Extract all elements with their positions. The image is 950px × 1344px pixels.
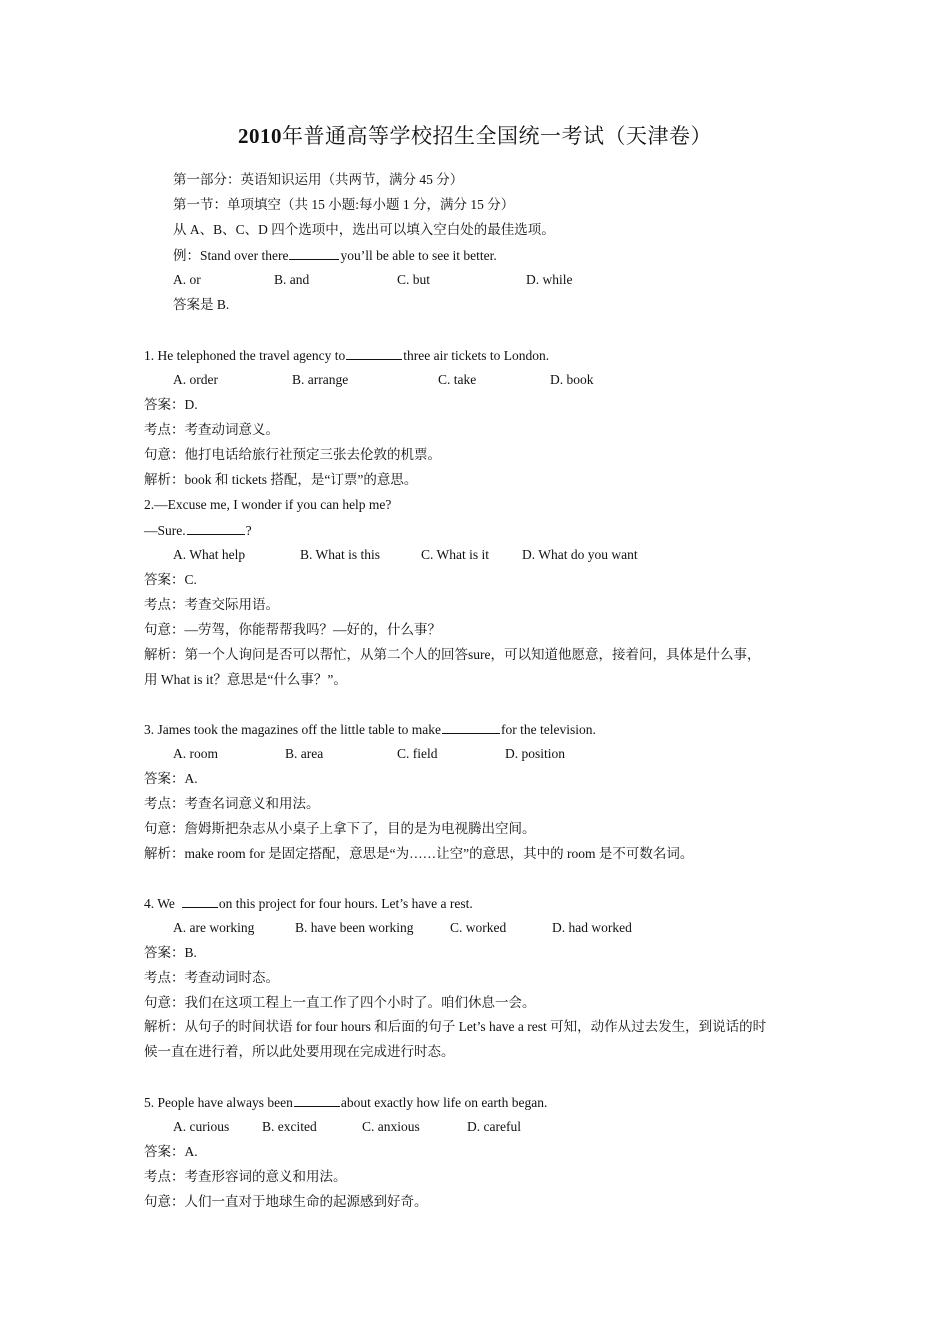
title-year: 2010 — [238, 124, 282, 148]
example-option-b: B. and — [274, 272, 310, 287]
q2-analysis-line1: 解析：第一个人询问是否可以帮忙，从第二个人的回答sure，可以知道他愿意，接着问，具体是什么事， — [144, 647, 761, 662]
q1-answer: 答案：D. — [144, 397, 198, 412]
q5-option-b: B. excited — [262, 1119, 317, 1134]
q4-stem: 4. We on this project for four hours. Let’s have a rest. — [144, 896, 473, 911]
example-option-a: A. or — [173, 272, 201, 287]
q1-stem: 1. He telephoned the travel agency to three air tickets to London. — [144, 348, 550, 363]
q1-point: 考点：考查动词意义。 — [144, 422, 279, 437]
answer-blank — [346, 347, 402, 360]
title-text: 年普通高等学校招生全国统一考试（天津卷） — [282, 124, 712, 148]
example-answer: 答案是 B. — [173, 297, 230, 312]
q5-option-a: A. curious — [173, 1119, 230, 1134]
q5-point: 考点：考查形容词的意义和用法。 — [144, 1169, 347, 1184]
q2-option-d: D. What do you want — [522, 547, 638, 562]
q4-answer: 答案：B. — [144, 945, 197, 960]
q4-meaning: 句意：我们在这项工程上一直工作了四个小时了。咱们休息一会。 — [144, 995, 536, 1010]
q1-option-a: A. order — [173, 372, 218, 387]
q2-option-a: A. What help — [173, 547, 246, 562]
q3-answer: 答案：A. — [144, 771, 198, 786]
q2-answer: 答案：C. — [144, 572, 197, 587]
q4-analysis-line1: 解析：从句子的时间状语 for four hours 和后面的句子 Let’s have a rest 可知，动作从过去发生，到说话的时 — [144, 1019, 767, 1034]
part-heading: 第一部分：英语知识运用（共两节，满分 45 分） — [173, 172, 464, 187]
q2-point: 考点：考查交际用语。 — [144, 597, 279, 612]
q1-option-d: D. book — [550, 372, 594, 387]
q5-option-c: C. anxious — [362, 1119, 420, 1134]
q3-meaning: 句意：詹姆斯把杂志从小桌子上拿下了，目的是为电视腾出空间。 — [144, 821, 536, 836]
q2-stem-line1: 2.—Excuse me, I wonder if you can help me? — [144, 497, 392, 512]
answer-blank — [182, 895, 218, 908]
page-title — [0, 120, 950, 150]
answer-blank — [187, 522, 245, 535]
answer-blank — [294, 1094, 340, 1107]
q2-meaning: 句意：—劳驾，你能帮帮我吗？—好的，什么事？ — [144, 622, 441, 637]
answer-blank — [442, 721, 500, 734]
q2-analysis-line2: 用 What is it？意思是“什么事？”。 — [144, 672, 347, 687]
q4-option-d: D. had worked — [552, 920, 632, 935]
q3-option-b: B. area — [285, 746, 324, 761]
q5-meaning: 句意：人们一直对于地球生命的起源感到好奇。 — [144, 1194, 428, 1209]
q5-option-d: D. careful — [467, 1119, 521, 1134]
q3-point: 考点：考查名词意义和用法。 — [144, 796, 320, 811]
q5-answer: 答案：A. — [144, 1144, 198, 1159]
q1-meaning: 句意：他打电话给旅行社预定三张去伦敦的机票。 — [144, 447, 441, 462]
q2-stem-line2: —Sure. ? — [144, 523, 252, 538]
q4-analysis-line2: 候一直在进行着，所以此处要用现在完成进行时态。 — [144, 1044, 455, 1059]
example-option-c: C. but — [397, 272, 431, 287]
q4-option-c: C. worked — [450, 920, 507, 935]
q2-option-c: C. What is it — [421, 547, 490, 562]
example-stem: 例：Stand over there you’ll be able to see it better. — [173, 248, 497, 263]
q4-option-a: A. are working — [173, 920, 255, 935]
q4-point: 考点：考查动词时态。 — [144, 970, 279, 985]
q4-option-b: B. have been working — [295, 920, 414, 935]
q1-option-c: C. take — [438, 372, 477, 387]
q5-stem: 5. People have always been about exactly how life on earth began. — [144, 1095, 548, 1110]
instruction-text: 从 A、B、C、D 四个选项中，选出可以填入空白处的最佳选项。 — [173, 222, 555, 237]
answer-blank — [289, 247, 339, 260]
q3-option-a: A. room — [173, 746, 218, 761]
q1-option-b: B. arrange — [292, 372, 349, 387]
q3-stem: 3. James took the magazines off the little table to make for the television. — [144, 722, 596, 737]
q3-option-c: C. field — [397, 746, 438, 761]
example-option-d: D. while — [526, 272, 573, 287]
q1-analysis: 解析：book 和 tickets 搭配，是“订票”的意思。 — [144, 472, 418, 487]
q3-option-d: D. position — [505, 746, 566, 761]
q3-analysis: 解析：make room for 是固定搭配，意思是“为……让空”的意思，其中的 room 是不可数名词。 — [144, 846, 694, 861]
q2-option-b: B. What is this — [300, 547, 381, 562]
section-heading: 第一节：单项填空（共 15 小题:每小题 1 分，满分 15 分） — [173, 197, 515, 212]
